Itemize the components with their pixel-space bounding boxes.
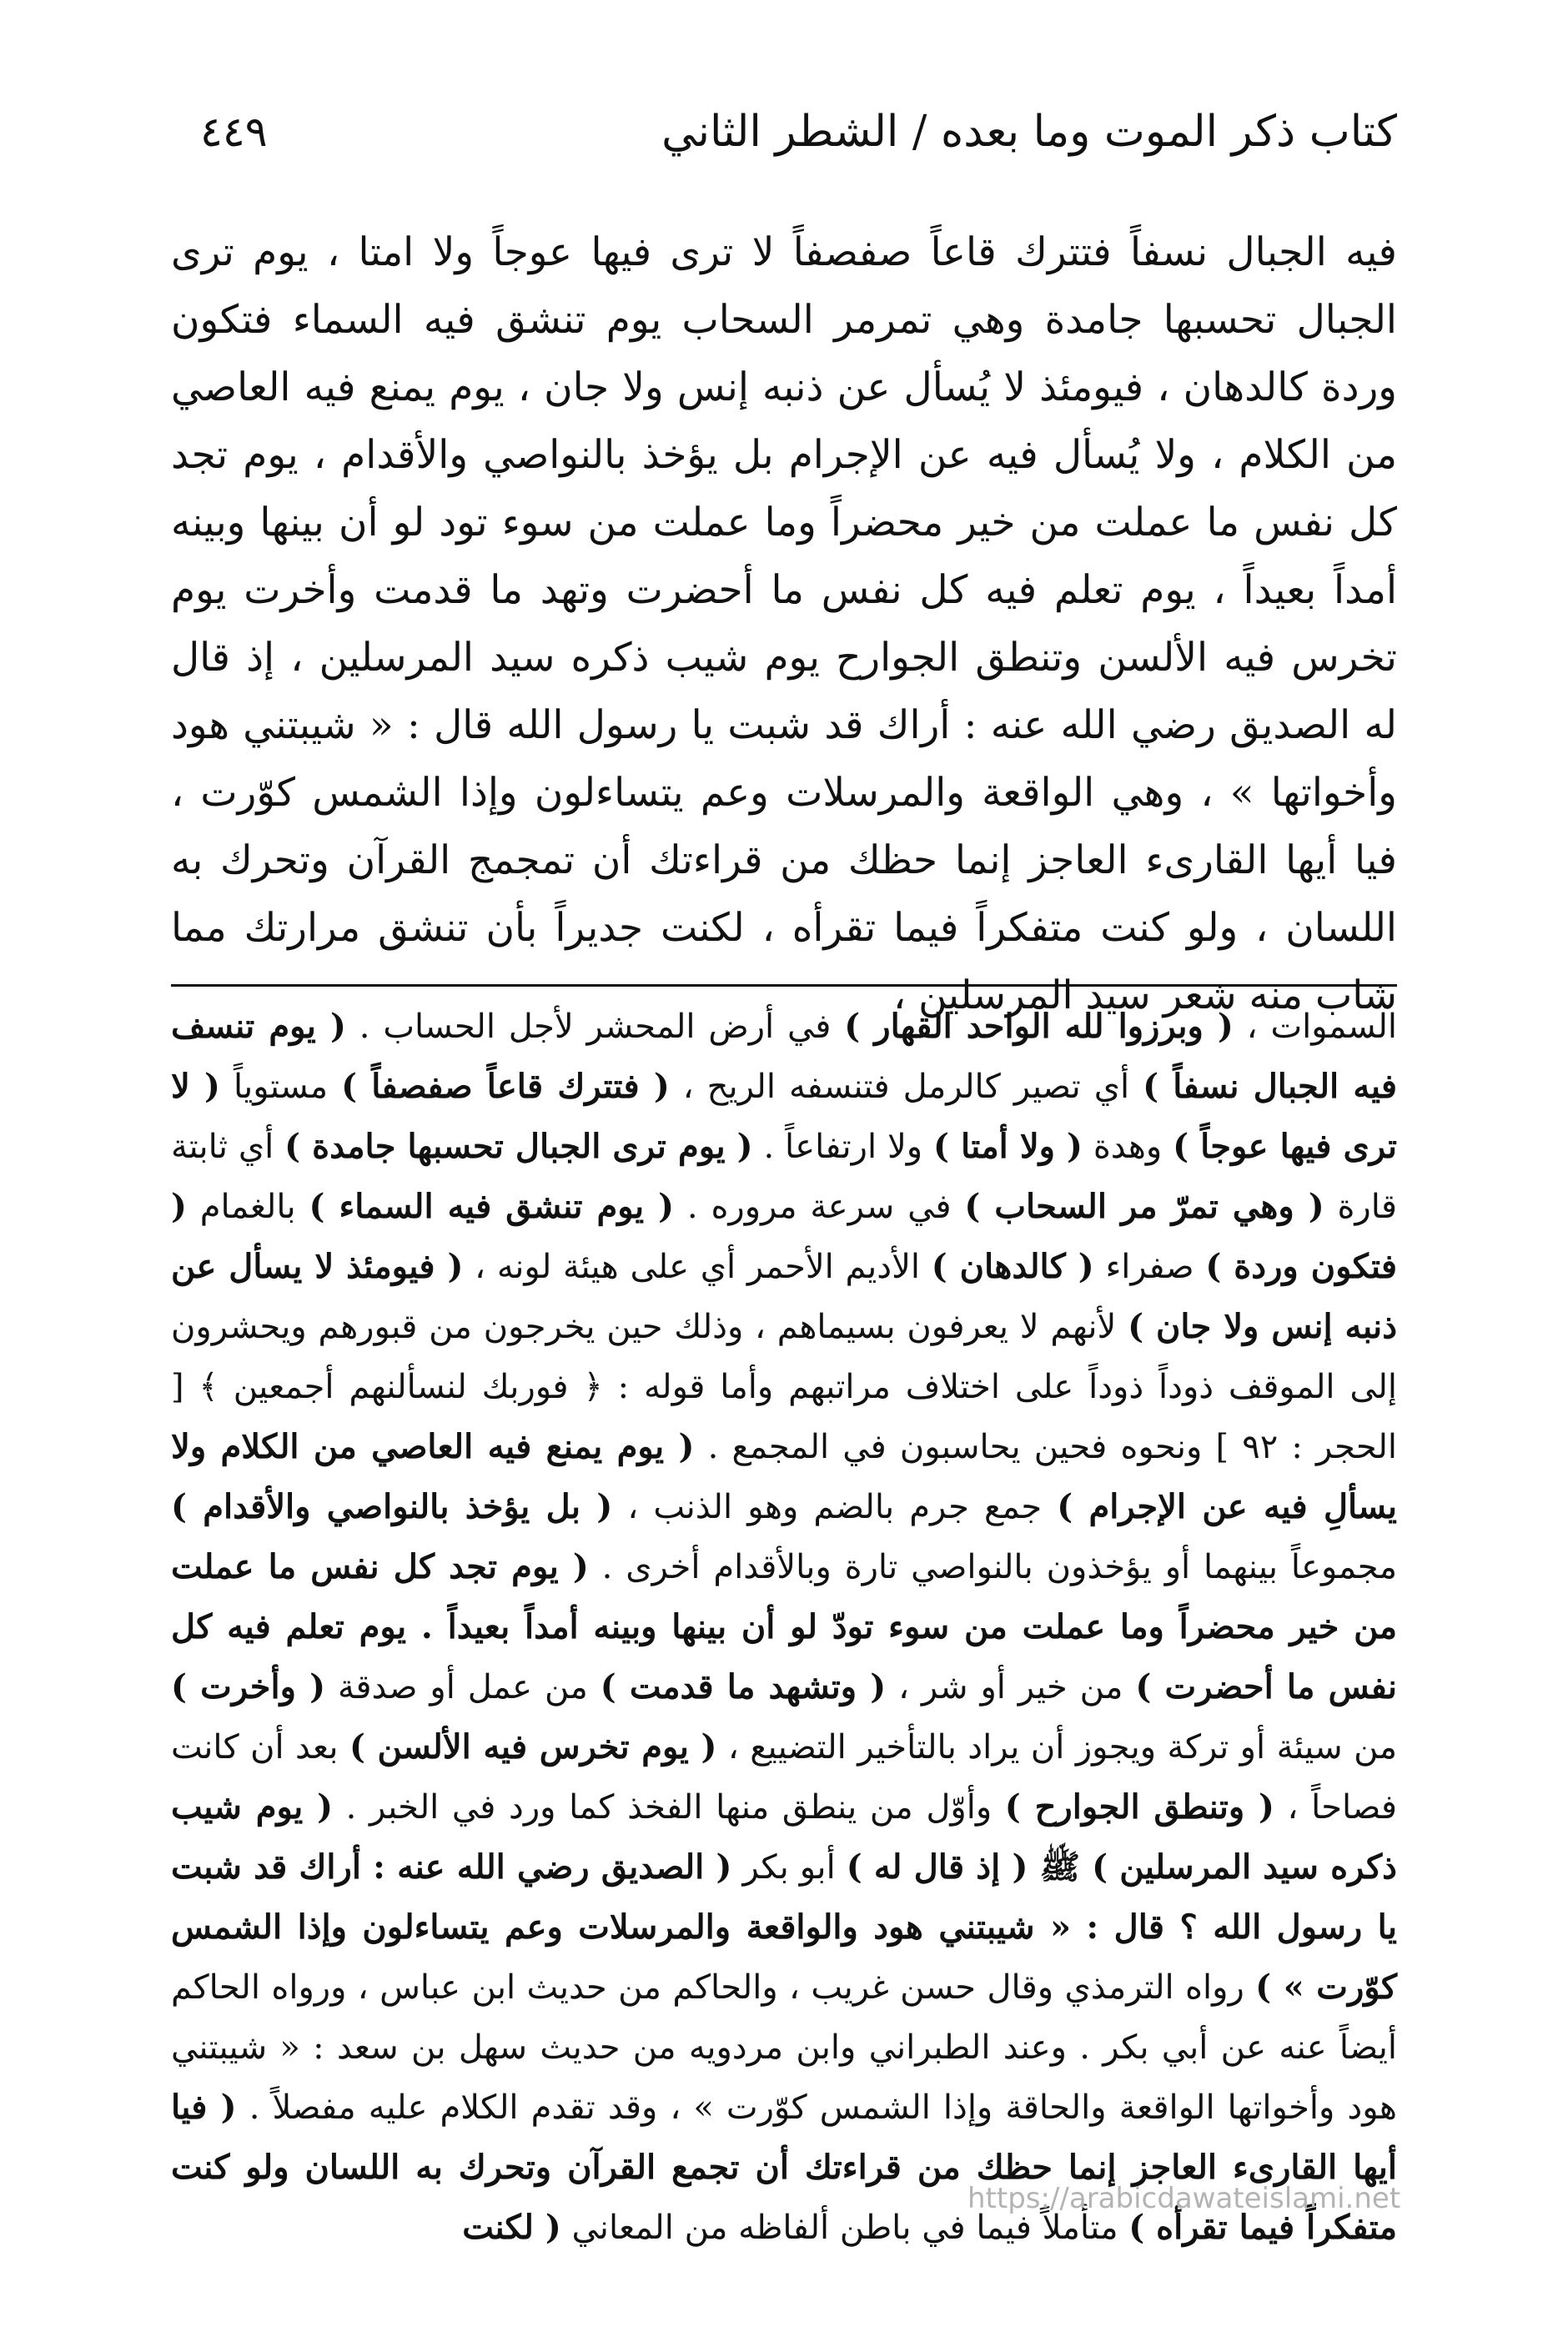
- footnote-commentary-segment: أي ثابتة قارة: [171, 1128, 1398, 1226]
- footnote-quote-segment: ( يوم تجد كل نفس ما عملت من خير محضراً وما عملت من سوء تودّ لو أن بينها وبينه أمداً بعيداً . يوم تعلم فيه كل نفس ما أحضرت ): [171, 1547, 1397, 1706]
- page-header: [200, 98, 1397, 173]
- footnote-quote-segment: ( الصديق رضي الله عنه : أراك قد شبت يا رسول الله ؟ قال : « شيبتني هود والواقعة والمرسلات وعم يتساءلون وإذا الشمس كوّرت » ): [171, 1847, 1397, 2007]
- footnote-commentary-segment: مجموعاً بينهما أو يؤخذون بالنواصي تارة وبالأقدام أخرى .: [588, 1548, 1397, 1586]
- footnote-quote-segment: ( وهي تمرّ مر السحاب ): [964, 1187, 1324, 1226]
- main-body-text: [171, 219, 1397, 1018]
- footnote-quote-segment: ( يوم يمنع فيه العاصي من الكلام ولا يسألِ فيه عن الإجرام ): [171, 1427, 1398, 1526]
- footnote-quote-segment: ( وأخرت ): [171, 1667, 326, 1706]
- footnote-quote-segment: ( فيا أيها القارىء العاجز إنما حظك من قراءتك أن تجمع القرآن وتحرك به اللسان ولو كنت متفكراً فيما تقرأه ): [171, 2088, 1397, 2247]
- footnote-paragraph: [171, 997, 1397, 2258]
- footnote-quote-segment: ( فتترك قاعاً صفصفاً ): [341, 1067, 670, 1106]
- footnote-commentary-segment: وهدة: [1082, 1128, 1173, 1166]
- footnote-commentary-segment: مستوياً: [219, 1068, 342, 1106]
- footnote-commentary-segment: من سيئة أو تركة ويجوز أن يراد بالتأخير التضييع ،: [716, 1728, 1398, 1767]
- footnote-commentary-segment: جمع جرم بالضم وهو الذنب ،: [612, 1488, 1058, 1526]
- footnote-quote-segment: ( لكنت: [462, 2208, 561, 2247]
- footnote-commentary-segment: لأنهم لا يعرفون بسيماهم ، وذلك حين يخرجون من قبورهم ويحشرون إلى الموقف ذوداً ذوداً على اختلاف مراتبهم وأما قوله : ﴿ فوربك لنسألنهم أجمعين ﴾ [ الحجر : ٩٢ ] ونحوه فحين يحاسبون في المجمع .: [171, 1308, 1398, 1466]
- footnote-commentary-segment: السموات ،: [1233, 1008, 1397, 1046]
- footnote-commentary-segment: في سرعة مروره .: [674, 1188, 965, 1226]
- footnote-divider: [171, 984, 1397, 987]
- footnote-quote-segment: ( ولا أمتا ): [932, 1127, 1083, 1166]
- footnote-commentary-segment: في أرض المحشر لأجل الحساب .: [345, 1008, 845, 1046]
- footnote-commentary-segment: صفراء: [1093, 1248, 1206, 1286]
- footnote-quote-segment: ( فتكون وردة ): [171, 1187, 1398, 1286]
- footnote-quote-segment: ( وبرزوا لله الواحد القهار ): [844, 1007, 1234, 1046]
- footnote-quote-segment: ( يوم شيب ذكره سيد المرسلين ) ﷺ ( إذ قال له ): [171, 1787, 1397, 1887]
- footnote-commentary-segment: ولا ارتفاعاً .: [752, 1128, 933, 1166]
- footnote-commentary-segment: وأوّل من ينطق منها الفخذ كما ورد في الخبر .: [333, 1788, 1005, 1827]
- footnote-quote-segment: ( يوم تنشق فيه السماء ): [309, 1187, 675, 1226]
- footnote-quote-segment: ( وتشهد ما قدمت ): [600, 1667, 887, 1706]
- footnote-commentary-segment: بعد أن كانت فصاحاً ،: [171, 1728, 1398, 1827]
- footnote-commentary-segment: رواه الترمذي وقال حسن غريب ، والحاكم من حديث ابن عباس ، ورواه الحاكم أيضاً عنه عن أبي بكر . وعند الطبراني وابن مردويه من حديث سهل بن سعد : « شيبتني هود وأخواتها الواقعة والحاقة وإذا الشمس كوّرت » ، وقد تقدم الكلام عليه مفصلاً .: [171, 1968, 1398, 2127]
- footnote-commentary-segment: من عمل أو صدقة: [325, 1668, 601, 1706]
- watermark-url: https://arabicdawateislami.net: [967, 2182, 1401, 2215]
- footnote-commentary-segment: أي تصير كالرمل فتنسفه الريح ،: [669, 1068, 1143, 1106]
- footnote-commentary-segment: بالغمام: [186, 1188, 309, 1226]
- footnote-commentary-segment: أبو بكر: [731, 1848, 847, 1887]
- footnote-quote-segment: ( يوم ترى الجبال تحسبها جامدة ): [284, 1127, 753, 1166]
- footnote-quote-segment: ( يوم تنسف فيه الجبال نسفاً ): [171, 1007, 1398, 1106]
- footnote-commentary-segment: الأديم الأحمر أي على هيئة لونه ،: [463, 1248, 932, 1286]
- footnote-quote-segment: ( فيومئذ لا يسأل عن ذنبه إنس ولا جان ): [171, 1247, 1398, 1346]
- footnote-quote-segment: ( وتنطق الجوارح ): [1004, 1787, 1274, 1827]
- footnote-quote-segment: ( بل يؤخذ بالنواصي والأقدام ): [171, 1487, 613, 1526]
- page-number: ٤٤٩: [200, 108, 268, 156]
- footnote-quote-segment: ( لا ترى فيها عوجاً ): [171, 1067, 1398, 1166]
- footnote-commentary-segment: متأملاً فيما في باطن ألفاظه من المعاني: [560, 2209, 1129, 2247]
- running-head: كتاب ذكر الموت وما بعده / الشطر الثاني: [661, 107, 1397, 157]
- footnote-quote-segment: ( كالدهان ): [931, 1247, 1094, 1286]
- footnote-commentary-segment: من خير أو شر ،: [886, 1668, 1136, 1706]
- main-paragraph: فيه الجبال نسفاً فتترك قاعاً صفصفاً لا ترى فيها عوجاً ولا امتا ، يوم ترى الجبال تحسبها جامدة وهي تمرمر السحاب يوم تنشق فيه السماء فتكون وردة كالدهان ، فيومئذ لا يُسأل عن ذنبه إنس ولا جان ، يوم يمنع فيه العاصي من الكلام ، ولا يُسأل فيه عن الإجرام بل يؤخذ بالنواصي والأقدام ، يوم تجد كل نفس ما عملت من خير محضراً وما عملت من سوء تود لو أن بينها وبينه أمداً بعيداً ، يوم تعلم فيه كل نفس ما أحضرت وتهد ما قدمت وأخرت يوم تخرس فيه الألسن وتنطق الجوارح يوم شيب ذكره سيد المرسلين ، إذ قال له الصديق رضي الله عنه : أراك قد شبت يا رسول الله قال : « شيبتني هود وأخواتها » ، وهي الواقعة والمرسلات وعم يتساءلون وإذا الشمس كوّرت ، فيا أيها القارىء العاجز إنما حظك من قراءتك أن تمجمج القرآن وتحرك به اللسان ، ولو كنت متفكراً فيما تقرأه ، لكنت جديراً بأن تنشق مرارتك مما شاب منه شعر سيد المرسلين ،: [171, 229, 1397, 1018]
- footnote-quote-segment: ( يوم تخرس فيه الألسن ): [349, 1727, 717, 1767]
